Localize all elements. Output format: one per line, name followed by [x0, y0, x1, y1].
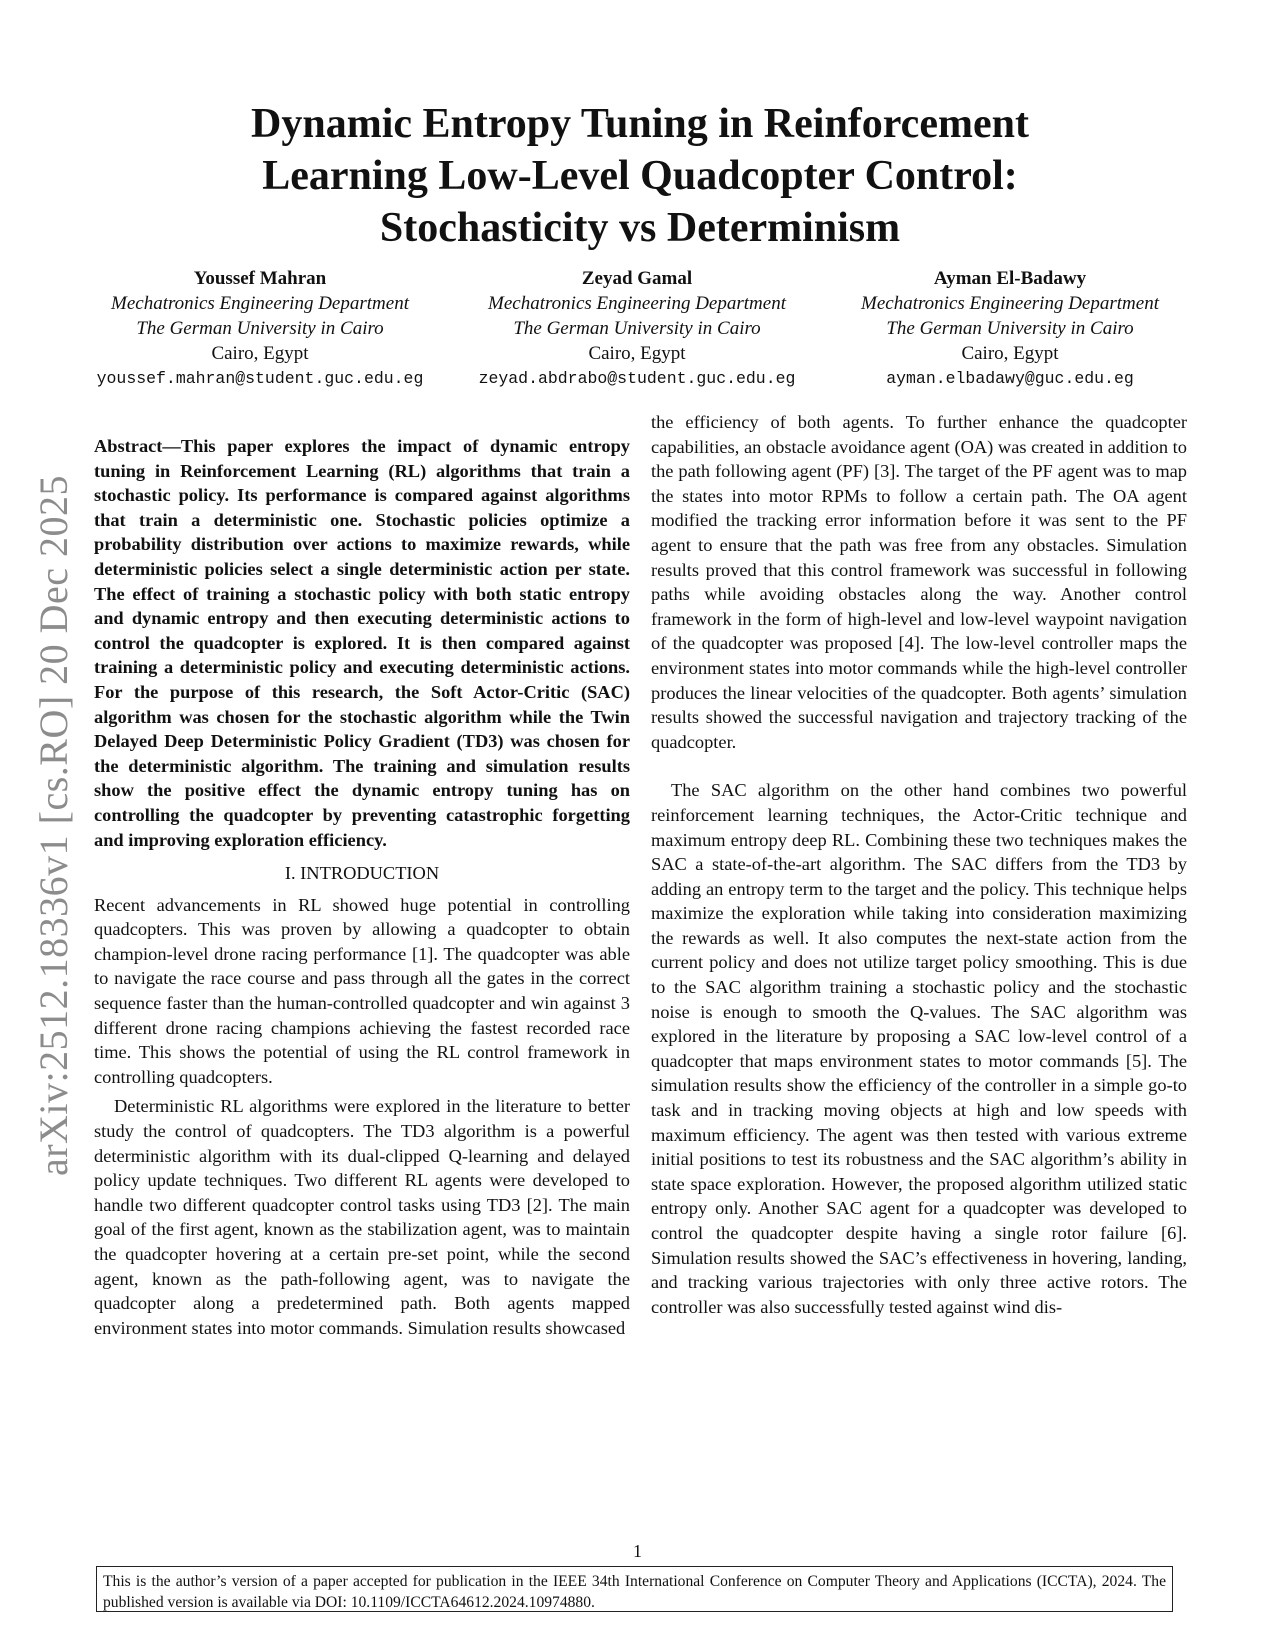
- publication-notice: [96, 1566, 1173, 1612]
- right-column: [651, 410, 1187, 1319]
- author-email: ayman.elbadawy@guc.edu.eg: [886, 369, 1134, 388]
- author-location: Cairo, Egypt: [588, 343, 686, 364]
- author-email: youssef.mahran@student.guc.edu.eg: [96, 369, 424, 388]
- left-column: [94, 434, 630, 1340]
- title-line: Dynamic Entropy Tuning in Reinforcement: [251, 101, 1029, 147]
- author-university: The German University in Cairo: [886, 318, 1134, 339]
- arxiv-identifier-text: arXiv:2512.18336v1 [cs.RO] 20 Dec 2025: [31, 474, 77, 1176]
- author-block-2: [457, 266, 817, 391]
- author-location: Cairo, Egypt: [961, 343, 1059, 364]
- author-university: The German University in Cairo: [513, 318, 761, 339]
- author-name: Ayman El-Badawy: [933, 268, 1087, 289]
- publication-notice-text: This is the author’s version of a paper accepted for publication in the IEEE 34th International Conference on Computer Theory and Applications (ICCTA), 2024. The published version is available via DOI: 10.1109/ICCTA64612.2024.10974880.: [103, 1573, 1166, 1611]
- abstract: Abstract—This paper explores the impact of dynamic entropy tuning in Reinforcement Learning (RL) algorithms that train a stochastic policy. Its performance is compared against algorithms that train a deterministic one. Stochastic policies optimize a probability distribution over actions to maximize rewards, while deterministic policies select a single deterministic action per state. The effect of training a stochastic policy with both static entropy and dynamic entropy and then executing deterministic actions to control the quadcopter is explored. It is then compared against training a deterministic policy and executing deterministic actions. For the purpose of this research, the Soft Actor-Critic (SAC) algorithm was chosen for the stochastic algorithm while the Twin Delayed Deep Deterministic Policy Gradient (TD3) was chosen for the deterministic algorithm. The training and simulation results show the positive effect the dynamic entropy tuning has on controlling the quadcopter by preventing catastrophic forgetting and improving exploration efficiency.: [94, 436, 630, 850]
- body-paragraph: The SAC algorithm on the other hand combines two powerful reinforcement learning techniques, the Actor-Critic technique and maximum entropy deep RL. Combining these two techniques makes the SAC a state-of-the-art algorithm. The SAC differs from the TD3 by adding an entropy term to the target and the policy. This technique helps maximize the exploration while taking into consideration maximizing the rewards as well. It also computes the next-state action from the current policy and does not utilize target policy smoothing. This is due to the SAC algorithm training a stochastic policy and the stochastic noise is enough to smooth the Q-values. The SAC algorithm was explored in the literature by proposing a SAC low-level control of a quadcopter that maps environment states to motor commands [5]. The simulation results show the efficiency of the controller in a simple go-to task and in tracking moving objects at high and low speeds with maximum efficiency. The agent was then tested with various extreme initial positions to test its robustness and the SAC algorithm’s ability in state space exploration. However, the proposed algorithm utilized static entropy only. Another SAC agent for a quadcopter was developed to control the quadcopter despite having a single rotor failure [6]. Simulation results showed the SAC’s effectiveness in hovering, landing, and tracking various trajectories with only three active rotors. The controller was also successfully tested against wind dis-: [651, 780, 1187, 1317]
- body-paragraph: Recent advancements in RL showed huge potential in controlling quadcopters. This was proven by allowing a quadcopter to obtain champion-level drone racing performance [1]. The quadcopter was able to navigate the race course and pass through all the gates in the correct sequence faster than the human-controlled quadcopter and win against 3 different drone racing champions achieving the fastest recorded race time. This shows the potential of using the RL control framework in controlling quadcopters.: [94, 894, 630, 1087]
- author-email: zeyad.abdrabo@student.guc.edu.eg: [478, 369, 796, 388]
- paper-title: [140, 98, 1140, 254]
- author-block-3: [830, 266, 1190, 391]
- author-department: Mechatronics Engineering Department: [488, 293, 786, 314]
- page-number: 1: [633, 1541, 642, 1561]
- author-department: Mechatronics Engineering Department: [861, 293, 1159, 314]
- body-paragraph: Deterministic RL algorithms were explored in the literature to better study the control of quadcopters. The TD3 algorithm is a powerful deterministic algorithm with its dual-clipped Q-learning and delayed policy update techniques. Two different RL agents were developed to handle two different quadcopter control tasks using TD3 [2]. The main goal of the first agent, known as the stabilization agent, was to maintain the quadcopter hovering at a certain pre-set point, while the second agent, known as the path-following agent, was to navigate the quadcopter along a predetermined path. Both agents mapped environment states into motor commands. Simulation results showcased: [94, 1096, 630, 1338]
- title-line: Learning Low-Level Quadcopter Control:: [262, 153, 1018, 199]
- author-name: Zeyad Gamal: [581, 268, 693, 289]
- section-heading-introduction: I. INTRODUCTION: [284, 863, 440, 884]
- author-university: The German University in Cairo: [136, 318, 384, 339]
- title-line: Stochasticity vs Determinism: [379, 205, 901, 251]
- author-name: Youssef Mahran: [193, 268, 327, 289]
- body-paragraph: the efficiency of both agents. To further enhance the quadcopter capabilities, an obstacle avoidance agent (OA) was created in addition to the path following agent (PF) [3]. The target of the PF agent was to map the states into motor RPMs to follow a certain path. The OA agent modified the tracking error information before it was sent to the PF agent to ensure that the path was free from any obstacles. Simulation results proved that this control framework was successful in following paths while avoiding obstacles along the way. Another control framework in the form of high-level and low-level waypoint navigation of the quadcopter was proposed [4]. The low-level controller maps the environment states into motor commands while the high-level controller produces the linear velocities of the quadcopter. Both agents’ simulation results showed the successful navigation and trajectory tracking of the quadcopter.: [651, 412, 1187, 752]
- author-location: Cairo, Egypt: [211, 343, 309, 364]
- author-department: Mechatronics Engineering Department: [111, 293, 409, 314]
- author-block-1: [80, 266, 440, 391]
- arxiv-identifier-stamp: [30, 455, 78, 1195]
